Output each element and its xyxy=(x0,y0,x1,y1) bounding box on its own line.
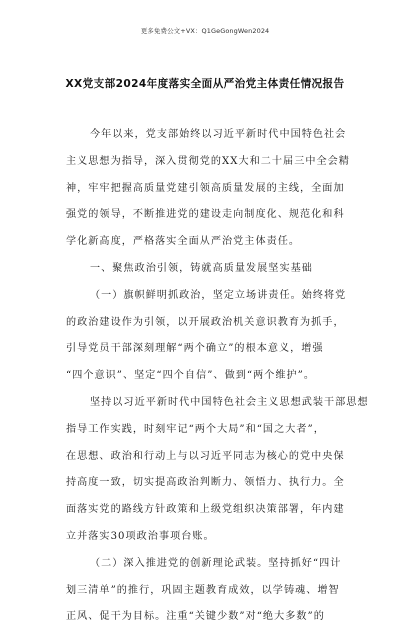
header-note: 更多免费公文+VX：Q1GeGongWen2024 xyxy=(140,27,270,35)
body-line: 正风、促干为目标。注重“关键少数”对“绝大多数”的 xyxy=(66,611,325,623)
body-line: 面落实党的路线方针政策和上级党组织决策部署，年内建 xyxy=(66,504,345,516)
body-line: 指导工作实践，时刻牢记“两个大局”和“国之大者”， xyxy=(66,423,325,435)
body-line: 神，牢牢把握高质量党建引领高质量发展的主线，全面加 xyxy=(66,182,345,194)
body-line: 学化新高度，严格落实全面从严治党主体责任。 xyxy=(66,236,301,248)
body-line: 主义思想为指导，深入贯彻党的XX大和二十届三中全会精 xyxy=(66,155,350,167)
body-line: 划三清单”的推行，巩固主题教育成效，以学铸魂、增智 xyxy=(66,584,340,596)
body-line: 在思想、政治和行动上与以习近平同志为核心的党中央保 xyxy=(66,450,345,462)
body-line: 立并落实30项政治事项台账。 xyxy=(66,530,215,542)
body-line: （一）旗帜鲜明抓政治，坚定立场讲责任。始终将党 xyxy=(90,289,347,301)
document-body xyxy=(66,122,369,631)
body-line: 强党的领导，不断推进党的建设走向制度化、规范化和科 xyxy=(66,209,345,221)
body-line: 引导党员干部深刻理解“两个确立”的根本意义，增强 xyxy=(66,343,324,355)
body-line: “四个意识”、坚定“四个自信”、做到“两个维护”。 xyxy=(66,370,315,382)
document-title: XX党支部2024年度落实全面从严治党主体责任情况报告 xyxy=(65,78,345,90)
body-line: 的政治建设作为引领，以开展政治机关意识教育为抓手， xyxy=(66,316,345,328)
body-line: 今年以来，党支部始终以习近平新时代中国特色社会 xyxy=(90,129,347,140)
body-line: 坚持以习近平新时代中国特色社会主义思想武装干部思想 xyxy=(90,396,369,408)
body-line: 持高度一致，切实提高政治判断力、领悟力、执行力。全 xyxy=(66,477,345,489)
body-line: （二）深入推进党的创新理论武装。坚持抓好“四计 xyxy=(90,557,342,569)
body-line: 一、聚焦政治引领，铸就高质量发展坚实基础 xyxy=(90,262,313,274)
